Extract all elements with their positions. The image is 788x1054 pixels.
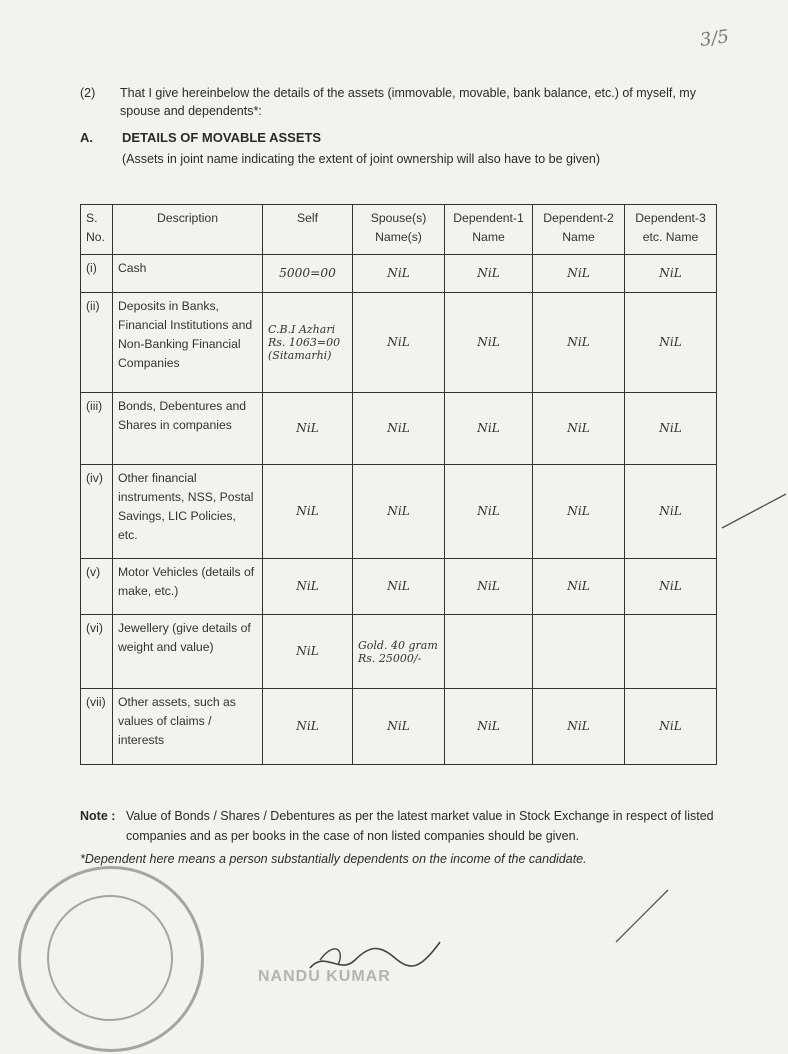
row-dependent-1-value: NiL [445, 689, 533, 765]
movable-assets-table [80, 204, 717, 765]
table-row [81, 393, 717, 465]
table-row [81, 615, 717, 689]
row-self-value: NiL [263, 615, 353, 689]
row-description: Jewellery (give details of weight and value) [113, 615, 263, 689]
header-dependent-3: Dependent-3 etc. Name [625, 205, 717, 255]
dependent-footnote: *Dependent here means a person substantially dependents on the income of the candidate. [80, 852, 587, 866]
row-dependent-3-value: NiL [625, 689, 717, 765]
header-spouse: Spouse(s) Name(s) [353, 205, 445, 255]
header-sno: S. No. [81, 205, 113, 255]
row-description: Bonds, Debentures and Shares in companies [113, 393, 263, 465]
row-dependent-3-value [625, 615, 717, 689]
header-dependent-2: Dependent-2 Name [533, 205, 625, 255]
row-sno: (iv) [81, 465, 113, 559]
row-dependent-2-value [533, 615, 625, 689]
row-dependent-1-value: NiL [445, 559, 533, 615]
row-dependent-2-value: NiL [533, 293, 625, 393]
row-description: Cash [113, 255, 263, 293]
row-dependent-1-value: NiL [445, 465, 533, 559]
row-description: Other assets, such as values of claims / interests [113, 689, 263, 765]
intro-text: That I give hereinbelow the details of the assets (immovable, movable, bank balance, etc.) of myself, my spouse and dependents*: [120, 86, 696, 118]
row-dependent-3-value: NiL [625, 559, 717, 615]
row-self-value: NiL [263, 689, 353, 765]
section-title: DETAILS OF MOVABLE ASSETS [122, 130, 322, 145]
row-self-value: NiL [263, 559, 353, 615]
row-sno: (i) [81, 255, 113, 293]
row-self-value: NiL [263, 393, 353, 465]
row-spouse-value: Gold. 40 gram Rs. 25000/- [353, 615, 445, 689]
row-spouse-value: NiL [353, 465, 445, 559]
row-dependent-1-value [445, 615, 533, 689]
row-spouse-value: NiL [353, 393, 445, 465]
row-dependent-2-value: NiL [533, 559, 625, 615]
candidate-name-stamp: NANDU KUMAR [258, 968, 391, 985]
table-row [81, 689, 717, 765]
note-label: Note : [80, 809, 116, 823]
page-number-mark: 3/5 [698, 26, 731, 51]
row-dependent-1-value: NiL [445, 293, 533, 393]
note-text: Value of Bonds / Shares / Debentures as per the latest market value in Stock Exchange in respect of listed companies and as per books in the case of non listed companies should be given. [126, 809, 714, 843]
table-row [81, 293, 717, 393]
row-dependent-3-value: NiL [625, 293, 717, 393]
row-self-value: NiL [263, 465, 353, 559]
row-description: Motor Vehicles (details of make, etc.) [113, 559, 263, 615]
row-spouse-value: NiL [353, 293, 445, 393]
header-description: Description [113, 205, 263, 255]
table-row [81, 255, 717, 293]
row-self-value: 5000=00 [263, 255, 353, 293]
section-label: A. [80, 130, 93, 145]
row-sno: (iii) [81, 393, 113, 465]
notary-stamp [18, 866, 204, 1052]
header-self: Self [263, 205, 353, 255]
row-description: Deposits in Banks, Financial Institutions and Non-Banking Financial Companies [113, 293, 263, 393]
row-dependent-3-value: NiL [625, 393, 717, 465]
row-self-value: C.B.I Azhari Rs. 1063=00 (Sitamarhi) [263, 293, 353, 393]
section-subtitle: (Assets in joint name indicating the extent of joint ownership will also have to be given) [122, 152, 601, 166]
table-header-row [81, 205, 717, 255]
row-sno: (vi) [81, 615, 113, 689]
notary-stamp-inner-ring [47, 895, 173, 1021]
row-sno: (vii) [81, 689, 113, 765]
row-spouse-value: NiL [353, 255, 445, 293]
header-dependent-1: Dependent-1 Name [445, 205, 533, 255]
pen-stroke-mark [720, 490, 788, 530]
row-dependent-1-value: NiL [445, 255, 533, 293]
row-sno: (v) [81, 559, 113, 615]
row-dependent-1-value: NiL [445, 393, 533, 465]
pen-stroke-mark [612, 886, 672, 946]
row-sno: (ii) [81, 293, 113, 393]
table-row [81, 559, 717, 615]
row-dependent-2-value: NiL [533, 465, 625, 559]
row-spouse-value: NiL [353, 559, 445, 615]
row-spouse-value: NiL [353, 689, 445, 765]
row-description: Other financial instruments, NSS, Postal Savings, LIC Policies, etc. [113, 465, 263, 559]
row-dependent-3-value: NiL [625, 255, 717, 293]
row-dependent-2-value: NiL [533, 393, 625, 465]
row-dependent-2-value: NiL [533, 689, 625, 765]
intro-number: (2) [80, 86, 96, 100]
row-dependent-2-value: NiL [533, 255, 625, 293]
table-row [81, 465, 717, 559]
row-dependent-3-value: NiL [625, 465, 717, 559]
